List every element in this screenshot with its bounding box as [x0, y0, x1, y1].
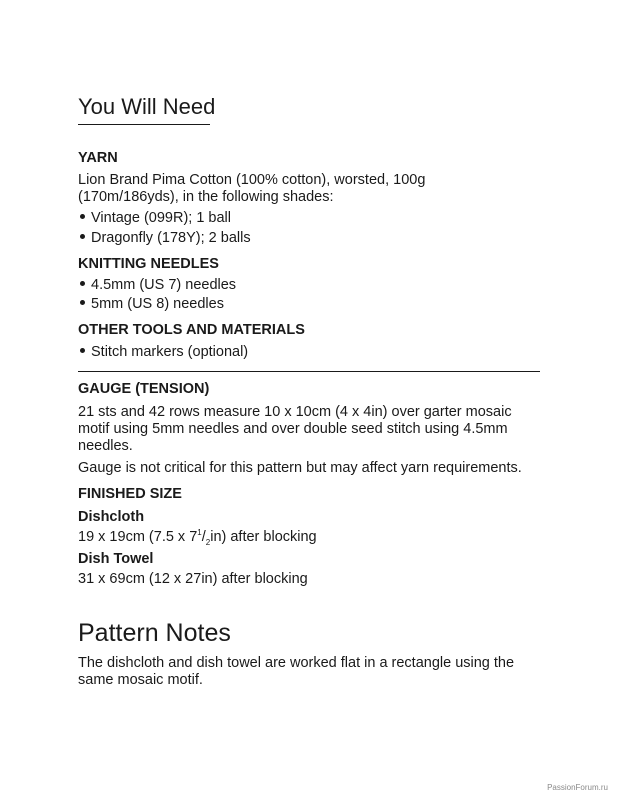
gauge-note: Gauge is not critical for this pattern but may affect yarn requirements.	[78, 460, 522, 476]
section-divider	[78, 371, 540, 372]
pattern-notes-title: Pattern Notes	[78, 619, 231, 647]
you-will-need-title: You Will Need	[78, 94, 216, 119]
dishcloth-size-start: 19 x 19cm (7.5 x 7	[78, 529, 198, 545]
title-underline	[78, 124, 210, 125]
list-item	[78, 277, 236, 294]
list-item	[78, 210, 231, 227]
bullet-icon	[80, 214, 85, 219]
gauge-line-2: motif using 5mm needles and over double seed stitch using 4.5mm	[78, 421, 508, 437]
bullet-icon	[80, 234, 85, 239]
dishcloth-size: 19 x 19cm (7.5 x $7^1/_2in$) after blocking	[78, 528, 317, 547]
watermark: PassionForum.ru	[547, 783, 608, 792]
needle-item-5mm: 5mm (US 8) needles	[91, 296, 224, 312]
other-tools-heading: OTHER TOOLS AND MATERIALS	[78, 322, 305, 338]
dishcloth-label: Dishcloth	[78, 509, 145, 525]
bullet-icon	[80, 348, 85, 353]
needles-heading: KNITTING NEEDLES	[78, 256, 219, 272]
bullet-icon	[80, 300, 85, 305]
yarn-description-line-2: (170m/186yds), in the following shades:	[78, 189, 334, 205]
dish-towel-label: Dish Towel	[78, 551, 154, 567]
bullet-icon	[80, 281, 85, 286]
pattern-notes-line-1: The dishcloth and dish towel are worked flat in a rectangle using the	[78, 655, 515, 671]
stitch-markers-item: Stitch markers (optional)	[91, 344, 249, 360]
yarn-item-vintage: Vintage (099R); 1 ball	[91, 210, 231, 226]
yarn-item-dragonfly: Dragonfly (178Y); 2 balls	[91, 230, 251, 246]
yarn-heading: YARN	[78, 150, 118, 166]
dishcloth-size-end: in) after blocking	[210, 529, 317, 545]
fraction-denominator: 2	[205, 537, 211, 547]
dish-towel-size: 31 x 69cm (12 x 27in) after blocking	[78, 571, 308, 587]
fraction-numerator: 1	[197, 528, 202, 538]
needle-item-4-5mm: 4.5mm (US 7) needles	[91, 277, 237, 293]
finished-size-heading: FINISHED SIZE	[78, 486, 182, 502]
gauge-line-3: needles.	[78, 438, 133, 454]
gauge-heading: GAUGE (TENSION)	[78, 381, 210, 397]
pattern-notes-line-2: same mosaic motif.	[78, 672, 203, 688]
yarn-description-line-1: Lion Brand Pima Cotton (100% cotton), worsted, 100g	[78, 172, 426, 188]
gauge-line-1: 21 sts and 42 rows measure 10 x 10cm (4 x 4in) over garter mosaic	[78, 404, 512, 420]
list-item	[78, 296, 224, 313]
list-item	[78, 230, 251, 247]
list-item	[78, 344, 248, 361]
